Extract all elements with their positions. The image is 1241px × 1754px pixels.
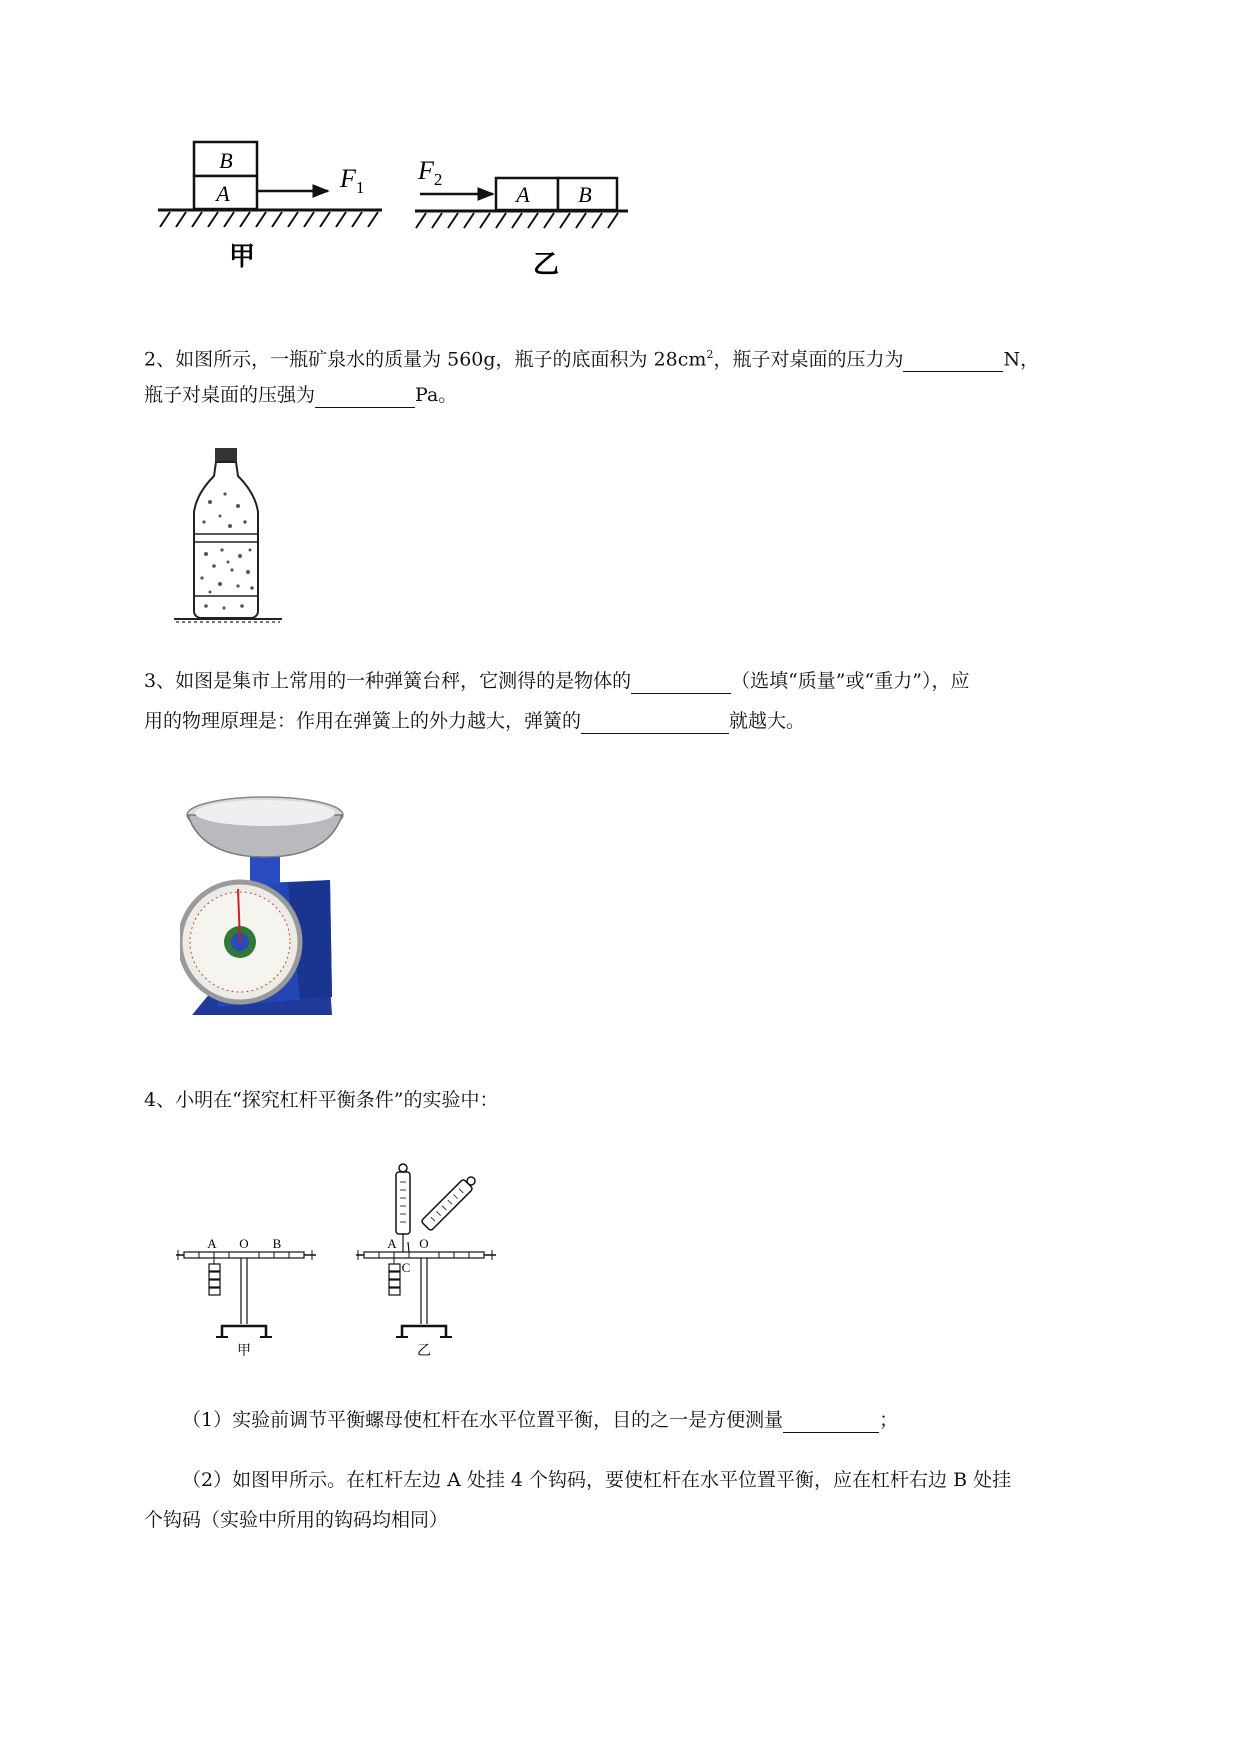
q2-line1 [144,342,1039,372]
lever-yi [356,1164,496,1358]
q3-text-d: 就越大。 [729,710,806,732]
figure-jia [158,142,382,271]
q4-sub1-end: ； [879,1409,899,1431]
q3-blank-deformation[interactable] [581,713,729,734]
caption-yi: 乙 [532,250,560,279]
q3-line2 [144,708,805,734]
block-a-label: A [216,181,230,206]
lever-yi-caption: 乙 [417,1344,431,1358]
lever-jia-label-b: B [272,1236,282,1251]
q4-intro: 4、小明在“探究杠杆平衡条件”的实验中： [144,1089,499,1111]
q4-sub2-line1 [182,1467,1011,1493]
q3-text-c: 用的物理原理是：作用在弹簧上的外力越大，弹簧的 [144,710,582,732]
q4-sub1-text: （1）实验前调节平衡螺母使杠杆在水平位置平衡，目的之一是方便测量 [182,1409,784,1431]
q4-sub2-line2 [144,1507,448,1533]
force-f1-label: $F_1$ [340,164,365,197]
lever-yi-label-c: C [401,1260,411,1275]
q2-line2 [144,382,457,408]
q2-superscript: 2 [706,348,714,361]
q2-blank-force[interactable] [903,351,1003,372]
q2-blank-pressure[interactable] [315,387,415,408]
q3-text-a: 3、如图是集市上常用的一种弹簧台秤，它测得的是物体的 [144,670,632,692]
force-f2-label: $F_2$ [418,156,443,189]
q3-blank-quantity[interactable] [631,673,731,694]
bottle-figure [170,446,290,626]
q4-sub2-text2: 个钩码（实验中所用的钩码均相同） [144,1509,449,1531]
q4-sub1 [182,1407,898,1433]
caption-jia: 甲 [228,242,256,271]
spring-scale-figure [180,785,370,1030]
lever-yi-label-a: A [387,1236,397,1251]
q4-blank-arm[interactable] [783,1412,879,1433]
lever-yi-label-o: O [419,1236,429,1251]
block-b2-label: B [578,182,592,207]
q2-unit-n: N， [1003,348,1040,371]
q2-text-c: 瓶子对桌面的压强为 [144,384,316,406]
lever-jia [176,1236,316,1358]
q2-text-b: ，瓶子对桌面的压力为 [713,348,904,371]
lever-jia-label-a: A [207,1236,217,1251]
q2-unit-pa: Pa。 [415,384,458,406]
q2-text-a: 2、如图所示，一瓶矿泉水的质量为 560g，瓶子的底面积为 28cm [144,348,707,371]
figure-yi [415,156,628,279]
lever-jia-label-o: O [239,1236,249,1251]
q3-line1 [144,668,969,694]
block-b-label: B [219,148,233,173]
block-a2-label: A [516,182,530,207]
blocks-figure [150,135,640,285]
lever-figure [170,1162,520,1358]
lever-jia-caption: 甲 [237,1344,251,1358]
q3-text-b: （选填“质量”或“重力”），应 [731,670,970,692]
q4-sub2-text: （2）如图甲所示。在杠杆左边 A 处挂 4 个钩码，要使杠杆在水平位置平衡，应在杠杆右边 B 处挂 [182,1469,1012,1491]
